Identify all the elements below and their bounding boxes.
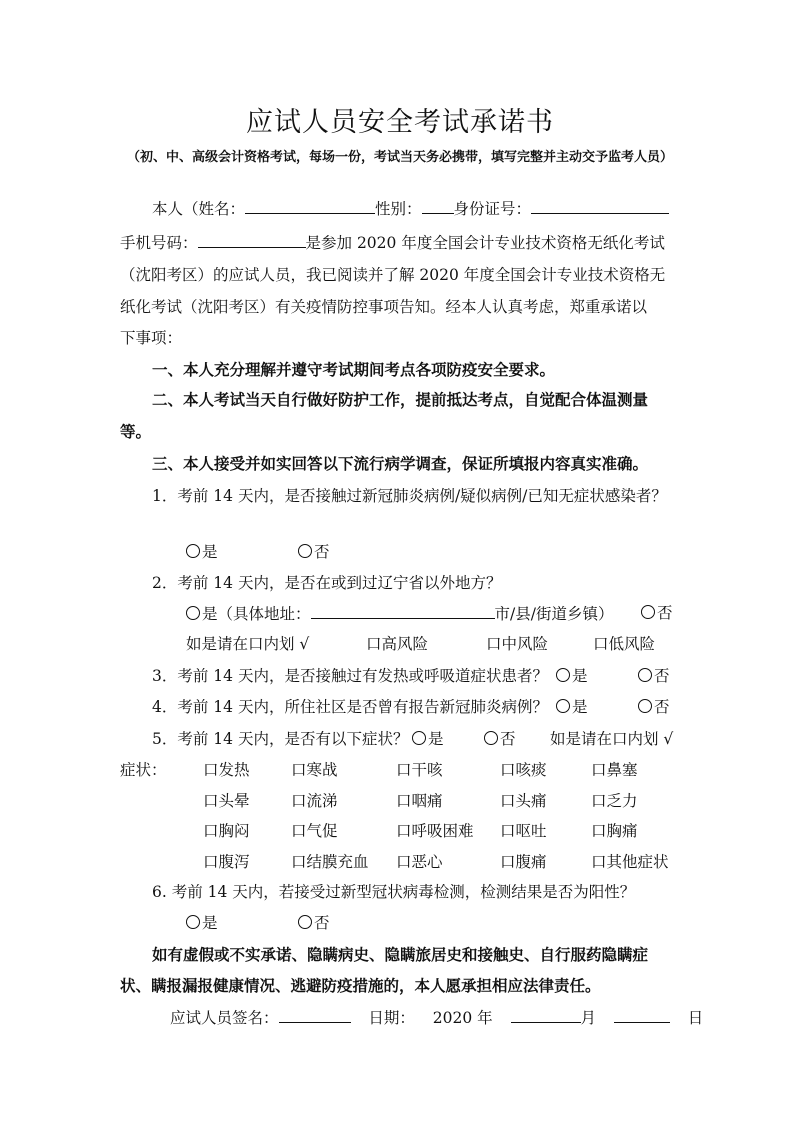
symptom-checkbox[interactable]: 口咽痛 [396, 792, 443, 810]
day-label: 日 [687, 1009, 704, 1027]
radio-circle-icon [186, 915, 200, 929]
q2-no-option[interactable] [641, 603, 673, 623]
document-title: 应试人员安全考试承诺书 [246, 107, 554, 138]
radio-circle-icon [412, 731, 426, 745]
q4-no-label: 否 [654, 698, 670, 716]
q4-no-option[interactable] [638, 697, 670, 717]
question-1: 1．考前 14 天内，是否接触过新冠肺炎病例/疑似病例/已知无症状感染者？ [152, 487, 667, 505]
radio-circle-icon [556, 668, 570, 682]
signature-field[interactable] [279, 1007, 351, 1023]
risk-mid-checkbox[interactable]: 口中风险 [486, 635, 549, 653]
symptom-checkbox[interactable]: 口流涕 [291, 792, 338, 810]
month-field[interactable] [511, 1007, 581, 1023]
gender-label: 性别： [375, 200, 422, 218]
radio-circle-icon [298, 544, 312, 558]
q5-no-label: 否 [500, 730, 516, 748]
signature-row [170, 1007, 703, 1028]
intro-line-2-tail: 是参加 2020 年度全国会计专业技术资格无纸化考试 [305, 234, 665, 252]
address-field[interactable] [311, 603, 495, 619]
q2-yes-option[interactable] [186, 603, 613, 624]
clause-3: 三、本人接受并如实回答以下流行病学调查，保证所填报内容真实准确。 [152, 454, 649, 473]
q1-yes-label: 是 [202, 543, 218, 561]
symptom-checkbox[interactable]: 口气促 [291, 822, 338, 840]
clause-1: 一、本人充分理解并遵守考试期间考点各项防疫安全要求。 [152, 360, 556, 379]
clause-2-line-1: 二、本人考试当天自行做好防护工作，提前抵达考点，自觉配合体温测量 [152, 390, 649, 409]
phone-label: 手机号码： [120, 234, 198, 252]
symptoms-label: 症状： [120, 761, 167, 779]
date-label: 日期： [368, 1009, 415, 1027]
q3-yes-label: 是 [572, 667, 588, 685]
q6-no-option[interactable] [298, 913, 330, 933]
symptom-checkbox[interactable]: 口胸闷 [203, 822, 250, 840]
q1-no-label: 否 [314, 543, 330, 561]
q1-yes-option[interactable] [186, 542, 218, 562]
symptom-checkbox[interactable]: 口呼吸困难 [396, 822, 474, 840]
symptom-checkbox[interactable]: 口鼻塞 [591, 761, 638, 779]
id-label: 身份证号： [453, 200, 532, 218]
radio-circle-icon [641, 605, 655, 619]
q6-no-label: 否 [314, 914, 330, 932]
name-field[interactable] [245, 198, 375, 214]
radio-circle-icon [484, 731, 498, 745]
intro-line-1 [152, 198, 669, 219]
q5-yes-option[interactable] [412, 729, 444, 749]
radio-circle-icon [186, 544, 200, 558]
question-2: 2．考前 14 天内，是否在或到过辽宁省以外地方？ [152, 574, 502, 592]
symptom-checkbox[interactable]: 口结膜充血 [291, 853, 369, 871]
month-label: 月 [580, 1009, 597, 1027]
q6-yes-option[interactable] [186, 913, 218, 933]
symptom-checkbox[interactable]: 口呕吐 [500, 822, 547, 840]
q2-no-label: 否 [657, 604, 673, 622]
symptom-checkbox[interactable]: 口头痛 [500, 792, 547, 810]
symptom-checkbox[interactable]: 口干咳 [396, 761, 443, 779]
symptom-checkbox[interactable]: 口寒战 [291, 761, 338, 779]
symptom-checkbox[interactable]: 口咳痰 [500, 761, 547, 779]
q1-no-option[interactable] [298, 542, 330, 562]
symptom-checkbox[interactable]: 口乏力 [591, 792, 638, 810]
q2-yes-suffix: 市/县/街道乡镇） [494, 605, 614, 623]
symptom-checkbox[interactable]: 口其他症状 [591, 853, 669, 871]
risk-high-checkbox[interactable]: 口高风险 [366, 635, 429, 653]
q3-no-label: 否 [654, 667, 670, 685]
name-label: 本人（姓名： [152, 200, 246, 218]
year-label: 2020 年 [432, 1009, 493, 1027]
gender-field[interactable] [422, 198, 454, 214]
q2-risk-prompt: 如是请在口内划 √ [186, 635, 310, 653]
q2-yes-prefix: 是（具体地址： [202, 605, 311, 623]
radio-circle-icon [556, 699, 570, 713]
symptom-checkbox[interactable]: 口头晕 [203, 792, 250, 810]
symptom-checkbox[interactable]: 口发热 [203, 761, 250, 779]
radio-circle-icon [298, 915, 312, 929]
symptom-checkbox[interactable]: 口胸痛 [591, 822, 638, 840]
document-subtitle: （初、中、高级会计资格考试，每场一份，考试当天务必携带，填写完整并主动交予监考人员） [126, 150, 673, 165]
symptom-checkbox[interactable]: 口恶心 [396, 853, 443, 871]
radio-circle-icon [638, 668, 652, 682]
q5-no-option[interactable] [484, 729, 516, 749]
intro-line-5: 下事项： [120, 329, 183, 347]
declaration-line-2: 状、瞒报漏报健康情况、逃避防疫措施的，本人愿承担相应法律责任。 [120, 976, 601, 995]
intro-line-4: 纸化考试（沈阳考区）有关疫情防控事项告知。经本人认真考虑，郑重承诺以 [120, 298, 648, 316]
q5-prompt: 如是请在口内划 √ [550, 730, 674, 748]
id-number-field[interactable] [531, 198, 669, 214]
risk-low-checkbox[interactable]: 口低风险 [593, 635, 656, 653]
symptom-checkbox[interactable]: 口腹痛 [500, 853, 547, 871]
question-5: 5．考前 14 天内，是否有以下症状？ [152, 730, 409, 748]
radio-circle-icon [638, 699, 652, 713]
q4-yes-label: 是 [572, 698, 588, 716]
q5-yes-label: 是 [428, 730, 444, 748]
q3-no-option[interactable] [638, 666, 670, 686]
radio-circle-icon [186, 606, 200, 620]
question-4: 4．考前 14 天内，所住社区是否曾有报告新冠肺炎病例？ [152, 698, 548, 716]
q6-yes-label: 是 [202, 914, 218, 932]
question-6: 6. 考前 14 天内，若接受过新型冠状病毒检测，检测结果是否为阳性？ [152, 883, 636, 901]
q3-yes-option[interactable] [556, 666, 588, 686]
clause-2-line-2: 等。 [120, 422, 152, 441]
day-field[interactable] [614, 1007, 670, 1023]
question-3: 3．考前 14 天内，是否接触过有发热或呼吸道症状患者？ [152, 667, 548, 685]
q4-yes-option[interactable] [556, 697, 588, 717]
intro-line-2 [120, 232, 665, 253]
phone-field[interactable] [198, 232, 306, 248]
signature-label: 应试人员签名： [170, 1009, 279, 1027]
declaration-line-1: 如有虚假或不实承诺、隐瞒病史、隐瞒旅居史和接触史、自行服药隐瞒症 [152, 945, 649, 964]
intro-line-3: （沈阳考区）的应试人员，我已阅读并了解 2020 年度全国会计专业技术资格无 [120, 266, 666, 284]
symptom-checkbox[interactable]: 口腹泻 [203, 853, 250, 871]
